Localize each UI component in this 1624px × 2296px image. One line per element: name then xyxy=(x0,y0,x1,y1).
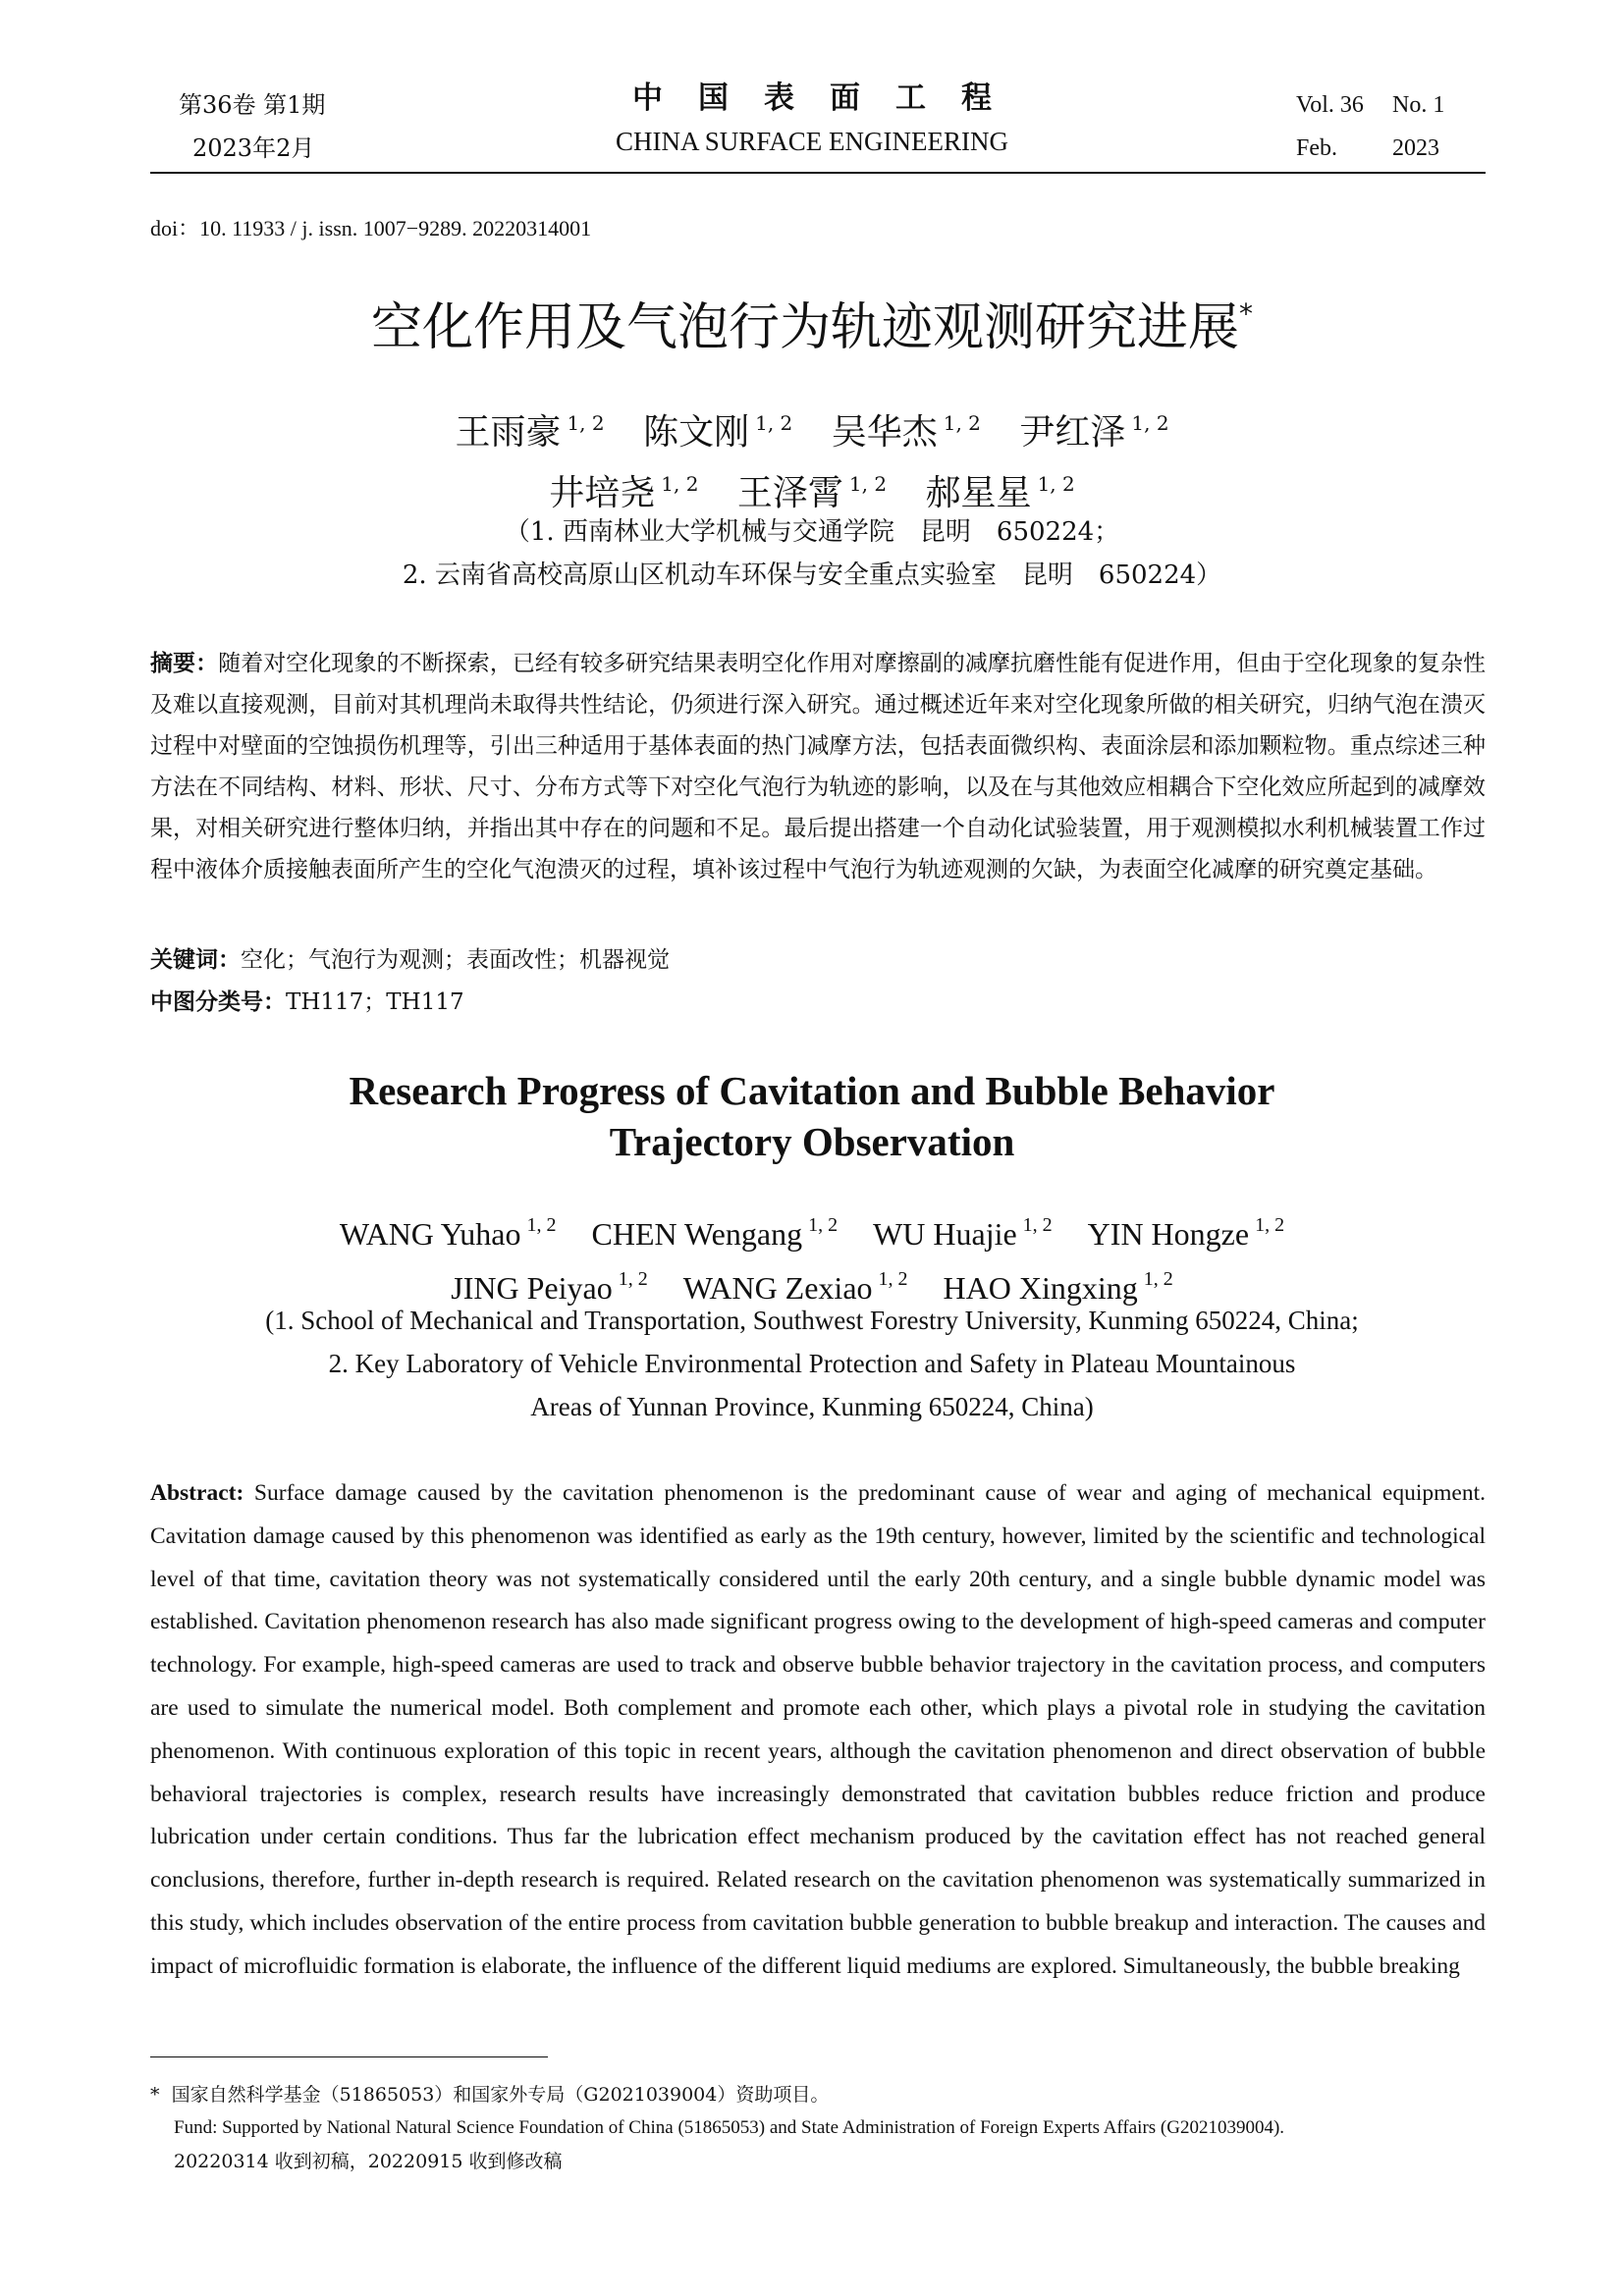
author-en: JING Peiyao $^{1, 2}$ xyxy=(451,1268,648,1306)
title-cn-text: 空化作用及气泡行为轨迹观测研究进展 xyxy=(370,298,1239,357)
title-en xyxy=(0,1065,1624,1167)
affiliations-cn xyxy=(0,510,1624,597)
year-en: 2023 xyxy=(1392,135,1439,161)
author-en: WANG Yuhao $^{1, 2}$ xyxy=(339,1214,557,1252)
abstract-cn xyxy=(150,643,1486,890)
date-cn: 2023年2月 xyxy=(192,134,315,162)
title-en-line-2: Trajectory Observation xyxy=(609,1119,1015,1164)
volume-en: Vol. 36 xyxy=(1296,92,1364,118)
author-cn: 王雨豪 $^{1, 2}$ xyxy=(455,411,605,453)
volume-issue-cn: 第36卷 第1期 xyxy=(179,91,326,119)
fund-en: Fund: Supported by National Natural Science Foundation of China (51865053) and State Administration of Foreign Experts Affairs (G2021039004). xyxy=(174,2117,1285,2138)
header-right xyxy=(1296,83,1444,170)
author-en: WANG Zexiao $^{1, 2}$ xyxy=(682,1268,908,1306)
title-en-line-1: Research Progress of Cavitation and Bubble Behavior xyxy=(349,1068,1275,1113)
author-en: CHEN Wengang $^{1, 2}$ xyxy=(591,1214,839,1252)
keywords-cn: 关键词：空化；气泡行为观测；表面改性；机器视觉 xyxy=(150,947,670,973)
abstract-en-text: Surface damage caused by the cavitation phenomenon is the predominant cause of wear and aging of mechanical equipment. Cavitation damage caused by this phenomenon was identified as early as the 19th century, however, limited by the scientific and technological level of that time, cavitation theory was not systematically considered until the early 20th century, and a single bubble dynamic model was established. Cavitation phenomenon research has also made significant progress owing to the development of high-speed cameras and computer technology. For example, high-speed cameras are used to track and observe bubble behavior trajectory in the cavitation process, and computers are used to simulate the numerical model. Both complement and promote each other, which plays a pivotal role in studying the cavitation phenomenon. With continuous exploration of this topic in recent years, although the cavitation phenomenon and direct observation of bubble behavioral trajectories is complex, research results have increasingly demonstrated that cavitation bubbles reduce friction and produce lubrication under certain conditions. Thus far the lubrication effect mechanism produced by the cavitation effect has not reached general conclusions, therefore, further in-depth research is required. Related research on the cavitation phenomenon was systematically summarized in this study, which includes observation of the entire process from cavitation bubble generation to bubble breakup and interaction. The causes and impact of microfluidic formation is elaborate, the influence of the different liquid mediums are explored. Simultaneously, the bubble breaking xyxy=(150,1480,1487,1979)
author-cn: 井培尧 $^{1, 2}$ xyxy=(549,472,699,513)
author-cn: 王泽霄 $^{1, 2}$ xyxy=(736,472,888,513)
clc-number: 中图分类号：TH117；TH117 xyxy=(150,989,464,1015)
title-cn xyxy=(0,280,1624,362)
doi: doi：10. 11933 / j. issn. 1007−9289. 20220314001 xyxy=(150,216,592,240)
authors-cn xyxy=(0,398,1624,519)
title-footnote-mark: * xyxy=(1239,297,1253,330)
abstract-en-label: Abstract: xyxy=(150,1480,244,1506)
authors-en xyxy=(0,1202,1624,1310)
header-rule xyxy=(150,172,1486,174)
abstract-cn-label: 摘要： xyxy=(150,651,219,676)
affiliation-cn-1: （1. 西南林业大学机械与交通学院 昆明 650224； xyxy=(504,517,1120,547)
author-en: YIN Hongze $^{1, 2}$ xyxy=(1087,1214,1285,1252)
received-dates: 20220314 收到初稿，20220915 收到修改稿 xyxy=(174,2151,563,2172)
author-en: HAO Xingxing $^{1, 2}$ xyxy=(943,1268,1173,1306)
author-cn: 陈文刚 $^{1, 2}$ xyxy=(643,411,793,453)
affiliation-en-1: (1. School of Mechanical and Transportation, Southwest Forestry University, Kunming 650224, China; xyxy=(265,1306,1359,1335)
affiliations-en xyxy=(0,1299,1624,1428)
month-en: Feb. xyxy=(1296,135,1337,161)
affiliation-en-2: 2. Key Laboratory of Vehicle Environmental Protection and Safety in Plateau Mountainous xyxy=(328,1349,1296,1378)
journal-name-cn: 中国表面工程 xyxy=(632,80,1027,116)
author-cn: 吴华杰 $^{1, 2}$ xyxy=(831,411,981,453)
author-cn: 尹红泽 $^{1, 2}$ xyxy=(1019,411,1169,453)
fund-cn: * 国家自然科学基金（51865053）和国家外专局（G2021039004）资助项目。 xyxy=(150,2084,830,2106)
abstract-en xyxy=(150,1472,1486,1989)
author-cn: 郝星星 $^{1, 2}$ xyxy=(925,472,1075,513)
issue-en: No. 1 xyxy=(1392,92,1445,118)
footnote xyxy=(150,2078,1486,2178)
affiliation-en-3: Areas of Yunnan Province, Kunming 650224, China) xyxy=(530,1392,1094,1421)
abstract-cn-text: 随着对空化现象的不断探索，已经有较多研究结果表明空化作用对摩擦副的减摩抗磨性能有促进作用，但由于空化现象的复杂性及难以直接观测，目前对其机理尚未取得共性结论，仍须进行深入研究。通过概述近年来对空化现象所做的相关研究，归纳气泡在溃灭过程中对壁面的空蚀损伤机理等，引出三种适用于基体表面的热门减摩方法，包括表面微织构、表面涂层和添加颗粒物。重点综述三种方法在不同结构、材料、形状、尺寸、分布方式等下对空化气泡行为轨迹的影响，以及在与其他效应相耦合下空化效应所起到的减摩效果，对相关研究进行整体归纳，并指出其中存在的问题和不足。最后提出搭建一个自动化试验装置，用于观测模拟水利机械装置工作过程中液体介质接触表面所产生的空化气泡溃灭的过程，填补该过程中气泡行为轨迹观测的欠缺，为表面空化减摩的研究奠定基础。 xyxy=(150,651,1487,882)
keywords-block xyxy=(150,939,1486,1024)
author-en: WU Huajie $^{1, 2}$ xyxy=(873,1214,1053,1252)
journal-name-en: CHINA SURFACE ENGINEERING xyxy=(615,127,1008,156)
footnote-rule xyxy=(150,2056,548,2057)
affiliation-cn-2: 2. 云南省高校高原山区机动车环保与安全重点实验室 昆明 650224） xyxy=(402,561,1222,590)
